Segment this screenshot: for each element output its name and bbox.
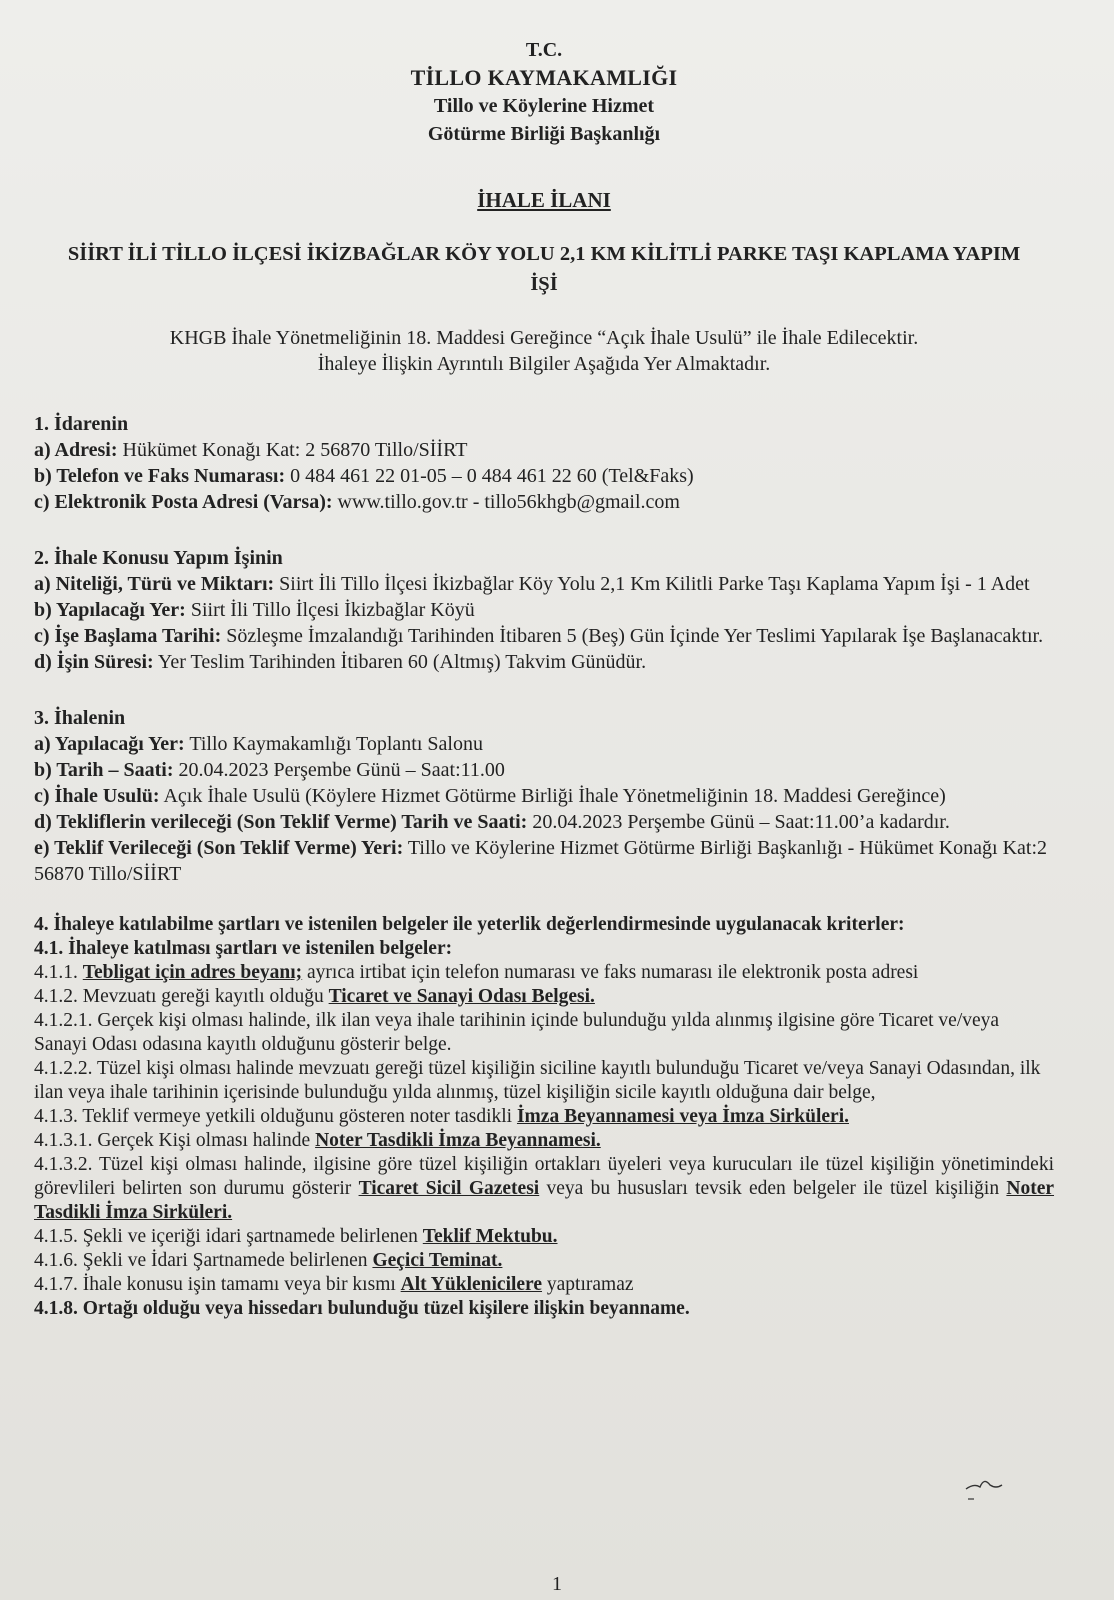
header-birlik-line1: Tillo ve Köylerine Hizmet <box>433 95 655 117</box>
section-4-heading: 4. İhaleye katılabilme şartları ve istenilen belgeler ile yeterlik değerlendirmesinde uygulanacak kriterler: <box>34 914 905 935</box>
s1-email: c) Elektronik Posta Adresi (Varsa): www.tillo.gov.tr - tillo56khgb@gmail.com <box>34 491 680 513</box>
initials-signature-mark <box>964 1475 1004 1505</box>
document-header <box>34 36 1054 148</box>
item-4-1-5: 4.1.5. Şekli ve içeriği idari şartnamede belirlenen Teklif Mektubu. <box>34 1226 558 1247</box>
s3-date-time: b) Tarih – Saati: 20.04.2023 Perşembe Günü – Saat:11.00 <box>34 759 505 781</box>
s3-method: c) İhale Usulü: Açık İhale Usulü (Köylere Hizmet Götürme Birliği İhale Yönetmeliğinin 18. Maddesi Gereğince) <box>34 785 946 807</box>
section-3 <box>34 705 1054 887</box>
s1-phone: b) Telefon ve Faks Numarası: 0 484 461 22 01-05 – 0 484 461 22 60 (Tel&Faks) <box>34 465 694 487</box>
s2-duration: d) İşin Süresi: Yer Teslim Tarihinden İtibaren 60 (Altmış) Takvim Günüdür. <box>34 651 647 673</box>
document-title: İHALE İLANI <box>477 188 611 212</box>
section-2 <box>34 545 1054 675</box>
item-4-1-2: 4.1.2. Mevzuatı gereği kayıtlı olduğu Ticaret ve Sanayi Odası Belgesi. <box>34 986 595 1007</box>
item-4-1-8: 4.1.8. Ortağı olduğu veya hissedarı bulunduğu tüzel kişilere ilişkin beyanname. <box>34 1298 690 1319</box>
section-2-heading: 2. İhale Konusu Yapım İşinin <box>34 547 283 569</box>
section-4-1-heading: 4.1. İhaleye katılması şartları ve istenilen belgeler: <box>34 938 453 959</box>
item-4-1-7: 4.1.7. İhale konusu işin tamamı veya bir kısmı Alt Yüklenicilere yaptıramaz <box>34 1274 634 1295</box>
section-4 <box>34 913 1054 1321</box>
section-1-heading: 1. İdarenin <box>34 413 129 435</box>
item-4-1-3-2: 4.1.3.2. Tüzel kişi olması halinde, ilgisine göre tüzel kişiliğin ortakları üyeleri veya kurucuları ile tüzel kişiliğin yönetimindeki görevlileri belirten son durumu gösterir Ticaret Sicil Gazetesi veya bu hususları tevsik eden belgeler ile tüzel kişiliğin Noter Tasdikli İmza Sirküleri. <box>34 1154 1055 1223</box>
tender-notice <box>34 325 1054 377</box>
section-3-heading: 3. İhalenin <box>34 707 126 729</box>
page-number: 1 <box>552 1573 562 1595</box>
item-4-1-2-1: 4.1.2.1. Gerçek kişi olması halinde, ilk ilan veya ihale tarihinin içinde bulunduğu yılda alınmış ilgisine göre Ticaret ve/veya Sanayi Odası odasına kayıtlı olduğunu gösterir belge. <box>34 1010 1000 1055</box>
header-kaymakamlik: TİLLO KAYMAKAMLIĞI <box>410 65 678 90</box>
section-1 <box>34 411 1054 515</box>
s2-location: b) Yapılacağı Yer: Siirt İli Tillo İlçesi İkizbağlar Köyü <box>34 599 475 621</box>
s2-start-date: c) İşe Başlama Tarihi: Sözleşme İmzalandığı Tarihinden İtibaren 5 (Beş) Gün İçinde Yer Teslimi Yapılarak İşe Başlanacaktır. <box>34 625 1044 647</box>
notice-line2: İhaleye İlişkin Ayrıntılı Bilgiler Aşağıda Yer Almaktadır. <box>317 353 771 375</box>
s1-address: a) Adresi: Hükümet Konağı Kat: 2 56870 Tillo/SİİRT <box>34 439 468 461</box>
item-4-1-2-2: 4.1.2.2. Tüzel kişi olması halinde mevzuatı gereği tüzel kişiliğin siciline kayıtlı bulunduğu Ticaret ve/veya Sanayi Odasından, ilk ilan veya ihale tarihinin içerisinde bulunduğu yılda alınmış, tüzel kişiliğin sicile kayıtlı olduğuna dair belge, <box>34 1058 1041 1103</box>
tender-subject: SİİRT İLİ TİLLO İLÇESİ İKİZBAĞLAR KÖY YOLU 2,1 KM KİLİTLİ PARKE TAŞI KAPLAMA YAPIM İŞİ <box>67 243 1021 295</box>
header-birlik-line2: Götürme Birliği Başkanlığı <box>427 123 661 145</box>
notice-line1: KHGB İhale Yönetmeliğinin 18. Maddesi Gereğince “Açık İhale Usulü” ile İhale Edilecektir. <box>169 327 919 349</box>
s3-location: a) Yapılacağı Yer: Tillo Kaymakamlığı Toplantı Salonu <box>34 733 483 755</box>
s3-submission-place: e) Teklif Verileceği (Son Teklif Verme) Yeri: Tillo ve Köylerine Hizmet Götürme Birliği Başkanlığı - Hükümet Konağı Kat:2 56870 Tillo/SİİRT <box>34 837 1048 885</box>
item-4-1-6: 4.1.6. Şekli ve İdari Şartnamede belirlenen Geçici Teminat. <box>34 1250 503 1271</box>
s2-nature: a) Niteliği, Türü ve Miktarı: Siirt İli Tillo İlçesi İkizbağlar Köy Yolu 2,1 Km Kilitli Parke Taşı Kaplama Yapım İşi - 1 Adet <box>34 573 1030 595</box>
item-4-1-1: 4.1.1. Tebligat için adres beyanı; ayrıca irtibat için telefon numarası ve faks numarası ile elektronik posta adresi <box>34 962 919 983</box>
item-4-1-3: 4.1.3. Teklif vermeye yetkili olduğunu gösteren noter tasdikli İmza Beyannamesi veya İmza Sirküleri. <box>34 1106 849 1127</box>
item-4-1-3-1: 4.1.3.1. Gerçek Kişi olması halinde Noter Tasdikli İmza Beyannamesi. <box>34 1130 601 1151</box>
s3-deadline: d) Tekliflerin verileceği (Son Teklif Verme) Tarih ve Saati: 20.04.2023 Perşembe Günü – Saat:11.00’a kadardır. <box>34 811 950 833</box>
header-tc: T.C. <box>525 39 563 61</box>
